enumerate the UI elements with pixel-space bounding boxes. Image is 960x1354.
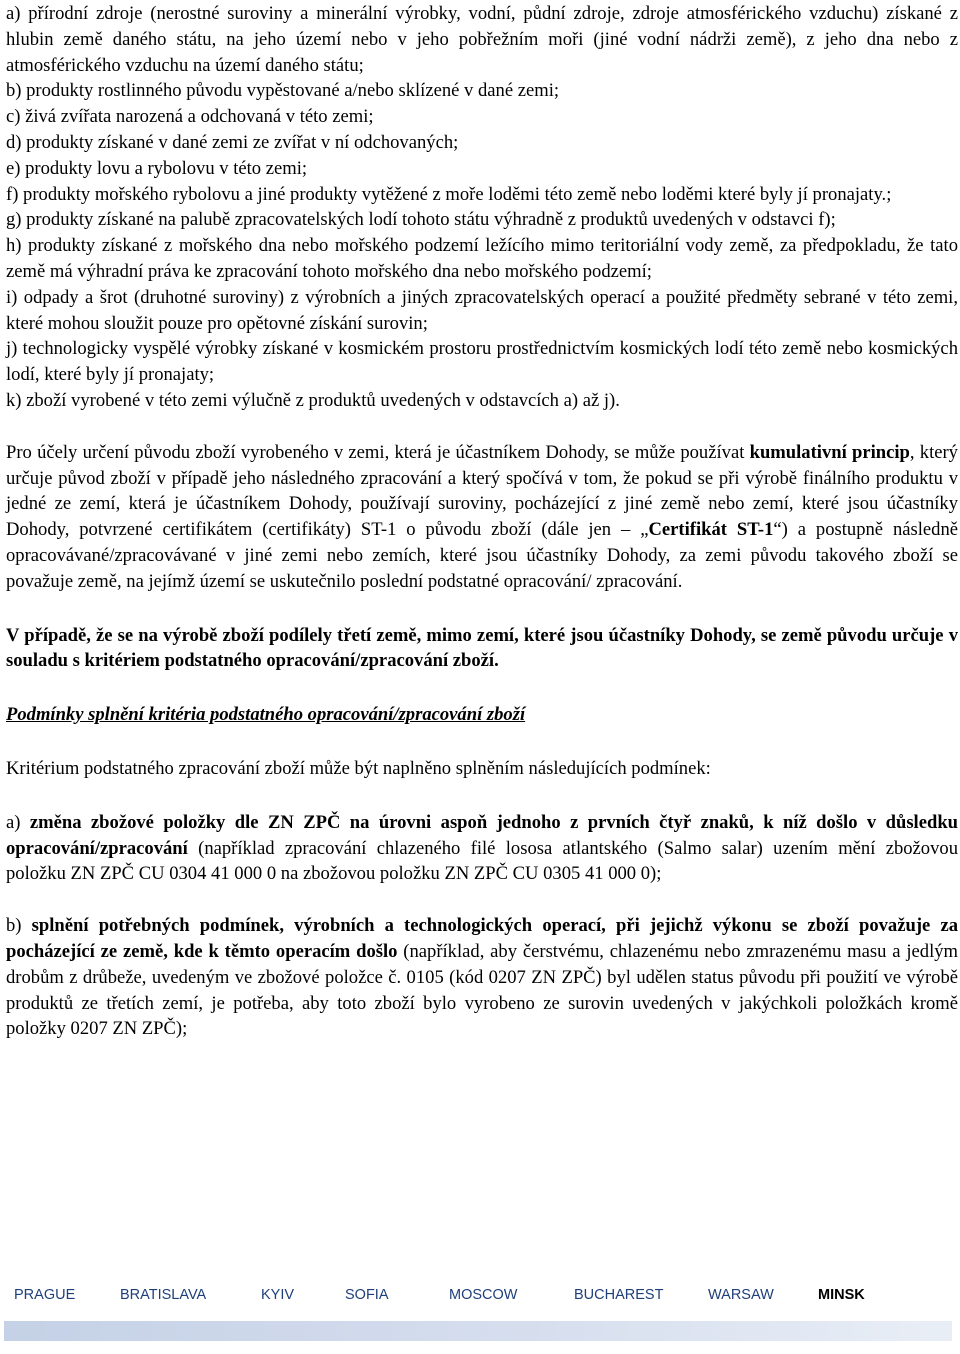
list-item: h) produkty získané z mořského dna nebo mořského podzemí ležícího mimo teritoriální vody země, za předpokladu, že tato země má výhradní práva ke zpracování tohoto mořského dna nebo mořského podzemí; bbox=[6, 235, 958, 282]
paragraph-text: “) a postupně následně opracovávané/zpracovávané v jiné zemi nebo zemích, které jsou účastníky Dohody, za zemi původu takového zboží se považuje země, na jejímž území se uskutečnilo poslední podstatné opracování/ zpracování. bbox=[6, 519, 959, 592]
footer-gradient-bar bbox=[4, 1321, 952, 1341]
paragraph-text: b) bbox=[6, 915, 32, 937]
paragraph-text: (například, aby čerstvému, chlazenému nebo zmrazenému masu a jedlým drobům z drůbeže, uvedeným ve zbožové položce č. 0105 (kód 0207 ZN ZPČ) byl udělen status původu při použití ve výrobě produktů ze třetích zemí, je potřeba, aby toto zboží bylo vyrobeno ze surovin uvedených v jakýchkoli položkách kromě položky 0207 ZN ZPČ); bbox=[6, 940, 958, 1040]
paragraph-text: Pro účely určení původu zboží vyrobeného v zemi, která je účastníkem Dohody, se může používat bbox=[6, 441, 750, 463]
list-item: e) produkty lovu a rybolovu v této zemi; bbox=[6, 157, 308, 179]
office-link-minsk[interactable]: MINSK bbox=[818, 1287, 865, 1303]
list-item: g) produkty získané na palubě zpracovatelských lodí tohoto státu výhradně z produktů uvedených v odstavci f); bbox=[6, 209, 836, 231]
document-page bbox=[6, 0, 958, 1042]
list-item: a) přírodní zdroje (nerostné suroviny a minerální výrobky, vodní, půdní zdroje, zdroje atmosférického vzduchu) získané z hlubin země daného státu, na jeho území nebo v jeho pobřežním moři (jiné vodní nádrži země), z jeho dna nebo z atmosférického vzduchu na území daného státu; bbox=[6, 3, 958, 76]
office-link-bratislava[interactable]: BRATISLAVA bbox=[120, 1287, 207, 1303]
list-item: c) živá zvířata narozená a odchovaná v této zemi; bbox=[6, 106, 374, 128]
paragraph-text: (například zpracování chlazeného filé lososa atlantského (Salmo salar) uzením mění zbožovou položku ZN ZPČ CU 0304 41 000 0 na zbožovou položku ZN ZPČ CU 0305 41 000 0); bbox=[6, 837, 958, 885]
third-country-paragraph: V případě, že se na výrobě zboží podílely třetí země, mimo zemí, které jsou účastníky Dohody, se země původu určuje v souladu s kritériem podstatného opracování/zpracování zboží. bbox=[6, 624, 958, 672]
cumulative-principle-paragraph bbox=[6, 440, 958, 595]
list-item: i) odpady a šrot (druhotné suroviny) z výrobních a jiných zpracovatelských operací a použité předměty sebrané v této zemi, které mohou sloužit pouze pro opětovné získání surovin; bbox=[6, 286, 958, 334]
footer-bar-end bbox=[952, 1321, 960, 1341]
list-item: j) technologicky vyspělé výrobky získané v kosmickém prostoru prostřednictvím kosmických lodí této země nebo kosmických lodí, které byly jí pronajaty; bbox=[6, 338, 958, 386]
origin-criteria-list bbox=[6, 0, 958, 414]
list-item: d) produkty získané v dané zemi ze zvířat v ní odchovaných; bbox=[6, 131, 459, 153]
list-item: f) produkty mořského rybolovu a jiné produkty vytěžené z moře loděmi této země nebo loděmi které byly jí pronajaty.; bbox=[6, 183, 892, 205]
office-link-moscow[interactable]: MOSCOW bbox=[449, 1287, 518, 1303]
list-item: k) zboží vyrobené v této zemi výlučně z produktů uvedených v odstavcích a) až j). bbox=[6, 389, 620, 411]
condition-a bbox=[6, 810, 958, 887]
bold-term: změna zbožové položky dle ZN ZPČ na úrovni aspoň jednoho z prvních čtyř znaků, k níž došlo v důsledku opracování/zpracování bbox=[6, 811, 959, 859]
list-item: b) produkty rostlinného původu vypěstované a/nebo sklízené v dané zemi; bbox=[6, 80, 560, 102]
condition-b bbox=[6, 913, 958, 1042]
office-link-bucharest[interactable]: BUCHAREST bbox=[574, 1287, 664, 1303]
office-link-sofia[interactable]: SOFIA bbox=[345, 1287, 389, 1303]
paragraph-text: a) bbox=[6, 811, 30, 833]
office-link-prague[interactable]: PRAGUE bbox=[14, 1287, 76, 1303]
bold-term: Certifikát ST-1 bbox=[648, 519, 774, 541]
section-heading: Podmínky splnění kritéria podstatného opracování/zpracování zboží bbox=[6, 704, 526, 726]
bold-term: kumulativní princip bbox=[749, 441, 910, 463]
office-link-kyiv[interactable]: KYIV bbox=[261, 1287, 295, 1303]
footer-office-links bbox=[0, 1283, 960, 1313]
bold-term: splnění potřebných podmínek, výrobních a technologických operací, při jejichž výkonu se zboží považuje za pocházející ze země, kde k těmto operacím došlo bbox=[6, 915, 958, 962]
office-link-warsaw[interactable]: WARSAW bbox=[708, 1287, 774, 1303]
criterion-intro: Kritérium podstatného zpracování zboží může být naplněno splněním následujících podmínek: bbox=[6, 757, 711, 779]
paragraph-text: , který určuje původ zboží v případě jeho následného zpracování a který spočívá v tom, že pokud se při výrobě finálního produktu v jedné ze zemí, která je účastníkem Dohody, používají suroviny, pocházející z jiné země nebo zemí, které jsou účastníky Dohody, potvrzené certifikátem (certifikáty) ST-1 o původu zboží (dále jen – „ bbox=[6, 441, 958, 541]
